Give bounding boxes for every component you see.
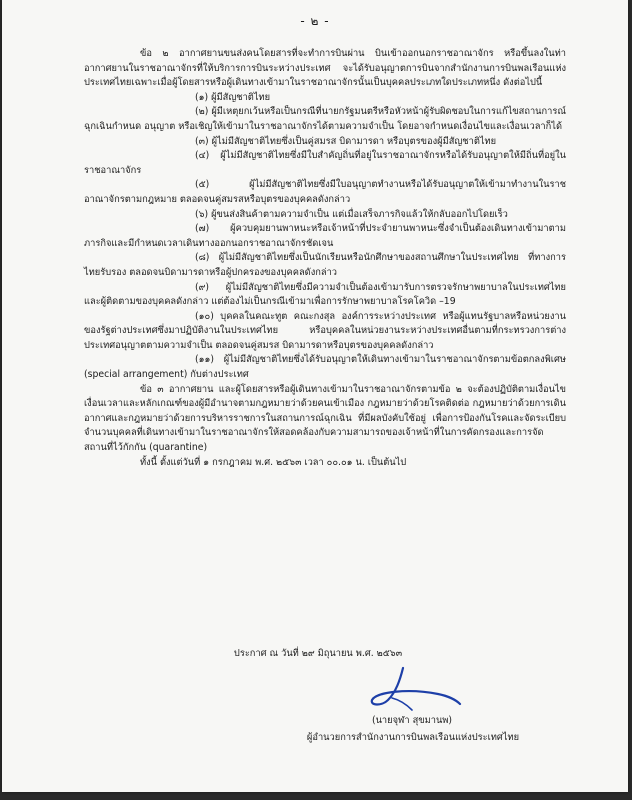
list-item: (๖) ผู้ขนส่งสินค้าตามความจำเป็น แต่เมื่อเสร็จภารกิจแล้วให้กลับออกไปโดยเร็ว xyxy=(195,208,508,220)
list-item: (๕) ผู้ไม่มีสัญชาติไทยซึ่งมีใบอนุญาตทำงานหรือได้รับอนุญาตให้เข้ามาทำงานในราชอาณาจักรตามกฎหมาย ตลอดจนคู่สมรสหรือบุตรของบุคคลดังกล่าว xyxy=(84,179,566,205)
signer-title: ผู้อำนวยการสำนักงานการบินพลเรือนแห่งประเทศไทย xyxy=(306,732,520,743)
effective-date: ทั้งนี้ ตั้งแต่วันที่ ๑ กรกฎาคม พ.ศ. ๒๕๖๓ เวลา ๐๐.๐๑ น. เป็นต้นไป xyxy=(140,456,407,468)
list-item: (๓) ผู้ไม่มีสัญชาติไทยซึ่งเป็นคู่สมรส บิดามารดา หรือบุตรของผู้มีสัญชาติไทย xyxy=(195,135,497,147)
list-item: (๘) ผู้ไม่มีสัญชาติไทยซึ่งเป็นนักเรียนหรือนักศึกษาของสถานศึกษาในประเทศไทย ที่ทางการไทยรับรอง ตลอดจนบิดามารดาหรือผู้ปกครองของบุคคลดังกล่าว xyxy=(84,252,566,278)
signature-image xyxy=(348,660,468,718)
list-item: (๗) ผู้ควบคุมยานพาหนะหรือเจ้าหน้าที่ประจำยานพาหนะซึ่งจำเป็นต้องเดินทางเข้ามาตามภารกิจและมีกำหนดเวลาเดินทางออกนอกราชอาณาจักรชัดเจน xyxy=(84,223,566,249)
signer-name: (นายจุฬา สุขมานพ) xyxy=(371,715,453,726)
announcement-date: ประกาศ ณ วันที่ ๒๙ มิถุนายน พ.ศ. ๒๕๖๓ xyxy=(233,648,403,659)
document-page xyxy=(2,0,628,792)
list-item: (๔) ผู้ไม่มีสัญชาติไทยซึ่งมีใบสำคัญถิ่นที่อยู่ในราชอาณาจักรหรือได้รับอนุญาตให้มีถิ่นที่อยู่ในราชอาณาจักร xyxy=(84,150,566,176)
list-item: (๑๑) ผู้ไม่มีสัญชาติไทยซึ่งได้รับอนุญาตให้เดินทางเข้ามาในราชอาณาจักรตามข้อตกลงพิเศษ (special arrangement) กับต่างประเทศ xyxy=(84,354,566,381)
list-item: (๑) ผู้มีสัญชาติไทย xyxy=(195,91,271,103)
document-body xyxy=(84,47,566,470)
clause-2-paragraph: ข้อ ๒ อากาศยานขนส่งคนโดยสารที่จะทำการบินผ่าน บินเข้าออกนอกราชอาณาจักร หรือขึ้นลงในท่าอากาศยานในราชอาณาจักรที่ให้บริการการบินระหว่างประเทศ จะได้รับอนุญาตการบินจากสำนักงานการบินพลเรือนแห่งประเทศไทยเฉพาะเมื่อผู้โดยสารหรือผู้เดินทางเข้ามาในราชอาณาจักรนั้นเป็นบุคคลประเภทใดประเภทหนึ่ง ดังต่อไปนี้ xyxy=(84,48,566,89)
list-item: (๙) ผู้ไม่มีสัญชาติไทยซึ่งมีความจำเป็นต้องเข้ามารับการตรวจรักษาพยาบาลในประเทศไทยและผู้ติดตามของบุคคลดังกล่าว แต่ต้องไม่เป็นกรณีเข้ามาเพื่อการรักษาพยาบาลโรคโควิด –19 xyxy=(84,281,566,308)
page-number: - ๒ - xyxy=(300,14,330,28)
clause-3-paragraph: ข้อ ๓ อากาศยาน และผู้โดยสารหรือผู้เดินทางเข้ามาในราชอาณาจักรตามข้อ ๒ จะต้องปฏิบัติตามเงื่อนไข เงื่อนเวลาและหลักเกณฑ์ของผู้มีอำนาจตามกฎหมายว่าด้วยคนเข้าเมือง กฎหมายว่าด้วยโรคติดต่อ กฎหมายว่าด้วยการเดินอากาศและกฎหมายว่าด้วยการบริหารราชการในสถานการณ์ฉุกเฉิน ที่มีผลบังคับใช้อยู่ เพื่อการป้องกันโรคและจัดระเบียบจำนวนบุคคลที่เดินทางเข้ามาในราชอาณาจักรให้สอดคล้องกับความสามารถของเจ้าหน้าที่ในการคัดกรองและการจัดสถานที่ไว้กักกัน (quarantine) xyxy=(84,383,566,454)
list-item: (๒) ผู้มีเหตุยกเว้นหรือเป็นกรณีที่นายกรัฐมนตรีหรือหัวหน้าผู้รับผิดชอบในการแก้ไขสถานการณ์ฉุกเฉินกำหนด อนุญาต หรือเชิญให้เข้ามาในราชอาณาจักรได้ตามความจำเป็น โดยอาจกำหนดเงื่อนไขและเงื่อนเวลาก็ได้ xyxy=(84,106,567,132)
list-item: (๑๐) บุคคลในคณะทูต คณะกงสุล องค์การระหว่างประเทศ หรือผู้แทนรัฐบาลหรือหน่วยงานของรัฐต่างประเทศซึ่งมาปฏิบัติงานในประเทศไทย หรือบุคคลในหน่วยงานระหว่างประเทศอื่นตามที่กระทรวงการต่างประเทศอนุญาตตามความจำเป็น ตลอดจนคู่สมรส บิดามารดาหรือบุตรของบุคคลดังกล่าว xyxy=(84,310,566,351)
